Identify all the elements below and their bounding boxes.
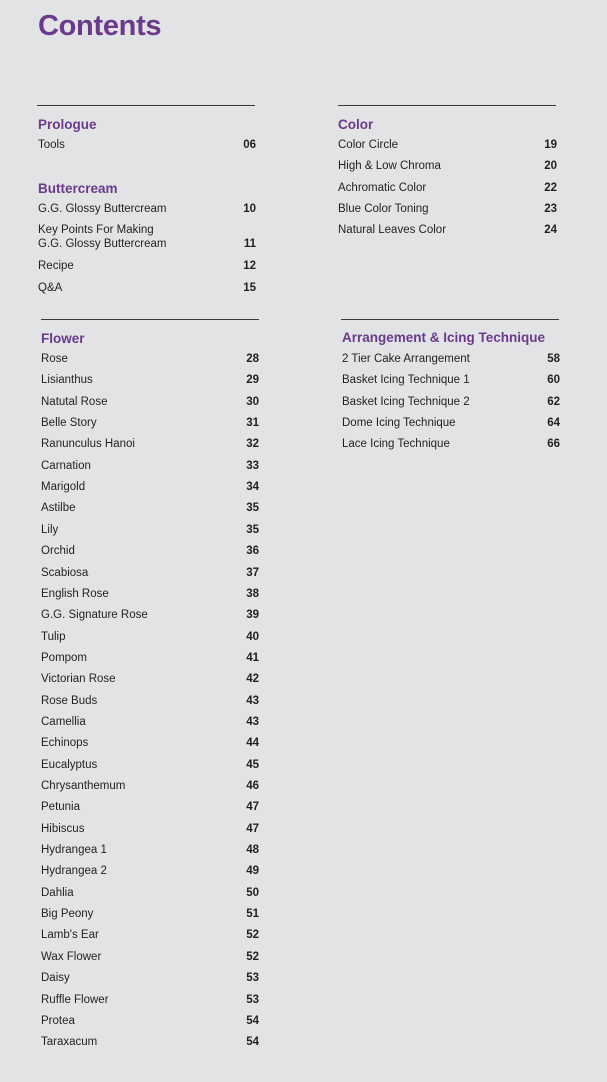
toc-entry-title: Echinops <box>41 737 89 750</box>
toc-entry-page-number: 35 <box>246 502 259 515</box>
toc-entry-page-number: 66 <box>547 438 560 451</box>
toc-entry-title: Natutal Rose <box>41 395 108 408</box>
toc-entry-title: 2 Tier Cake Arrangement <box>342 353 470 365</box>
toc-entry[interactable] <box>41 501 259 515</box>
toc-entry-title: Victorian Rose <box>41 673 116 686</box>
toc-entry[interactable] <box>41 843 259 857</box>
buttercream-heading: Buttercream <box>38 181 118 196</box>
toc-entry[interactable] <box>41 971 259 985</box>
toc-entry[interactable] <box>41 993 259 1007</box>
toc-entry-title: Marigold <box>41 481 86 494</box>
toc-entry-page-number: 34 <box>246 481 259 494</box>
toc-entry-title: Blue Color Toning <box>338 202 429 215</box>
toc-entry-page-number: 46 <box>246 780 259 792</box>
toc-entry[interactable] <box>41 1035 259 1049</box>
toc-entry-page-number: 15 <box>243 282 256 294</box>
toc-entry-page-number: 10 <box>243 203 256 215</box>
toc-entry[interactable] <box>41 1014 259 1028</box>
toc-entry[interactable] <box>41 566 259 580</box>
toc-entry-title: Tools <box>38 139 65 151</box>
toc-entry[interactable] <box>338 138 557 152</box>
toc-entry[interactable] <box>338 202 557 216</box>
toc-entry[interactable] <box>41 800 259 814</box>
toc-entry-page-number: 60 <box>547 374 560 387</box>
toc-entry[interactable] <box>41 822 259 836</box>
toc-entry[interactable] <box>41 459 259 473</box>
toc-entry-title: Chrysanthemum <box>41 780 126 792</box>
toc-entry-page-number: 51 <box>246 908 259 921</box>
toc-entry-page-number: 36 <box>246 545 259 558</box>
toc-entry-page-number: 44 <box>246 737 259 750</box>
toc-entry[interactable] <box>41 758 259 772</box>
toc-entry-title: Taraxacum <box>41 1036 98 1049</box>
toc-entry-title: Natural Leaves Color <box>338 224 447 237</box>
prologue-divider <box>37 105 255 106</box>
toc-entry-title: Lamb's Ear <box>41 929 99 942</box>
toc-entry[interactable] <box>41 416 259 430</box>
toc-entry[interactable] <box>41 587 259 601</box>
toc-entry[interactable] <box>41 352 259 366</box>
toc-entry-page-number: 06 <box>243 139 256 151</box>
toc-entry-title: Scabiosa <box>41 566 89 579</box>
toc-entry-page-number: 52 <box>246 929 259 942</box>
toc-entry[interactable] <box>41 544 259 558</box>
toc-entry-page-number: 47 <box>246 822 259 835</box>
toc-entry-page-number: 28 <box>246 353 259 365</box>
toc-entry-title: Lily <box>41 523 59 536</box>
toc-entry-title: Astilbe <box>41 502 76 515</box>
toc-entry-title: Wax Flower <box>41 950 102 963</box>
toc-entry-title: G.G. Glossy Buttercream <box>38 203 167 215</box>
toc-entry-page-number: 30 <box>246 395 259 408</box>
toc-entry[interactable] <box>342 352 560 366</box>
toc-entry-title: Tulip <box>41 630 66 643</box>
toc-entry-page-number: 53 <box>246 972 259 985</box>
toc-entry-page-number: 52 <box>246 950 259 963</box>
toc-entry[interactable] <box>41 523 259 537</box>
toc-entry-title: High & Low Chroma <box>338 160 441 173</box>
toc-entry[interactable] <box>41 715 259 729</box>
toc-entry-title: Rose <box>41 353 68 365</box>
toc-entry[interactable] <box>338 159 557 173</box>
toc-entry[interactable] <box>41 779 259 793</box>
flower-divider <box>41 319 259 320</box>
toc-entry-title: Rose Buds <box>41 694 98 707</box>
toc-entry[interactable] <box>338 223 557 237</box>
prologue-heading: Prologue <box>38 117 97 132</box>
toc-entry[interactable] <box>41 950 259 964</box>
toc-entry-title: Q&A <box>38 282 63 294</box>
toc-entry-page-number: 54 <box>246 1036 259 1049</box>
toc-entry-title: Key Points For Making G.G. Glossy Buttercream <box>38 224 167 250</box>
toc-entry-title: Achromatic Color <box>338 181 427 194</box>
toc-entry-title: Camellia <box>41 715 86 728</box>
color-divider <box>338 105 556 106</box>
toc-entry[interactable] <box>41 886 259 900</box>
toc-entry-page-number: 11 <box>243 238 256 250</box>
toc-entry-page-number: 20 <box>544 160 557 173</box>
toc-entry[interactable] <box>38 138 256 152</box>
toc-entry-page-number: 31 <box>246 417 259 430</box>
toc-entry-title: Color Circle <box>338 139 399 151</box>
toc-entry-page-number: 41 <box>246 651 259 664</box>
toc-entry[interactable] <box>38 223 256 251</box>
page-title: Contents <box>38 10 162 42</box>
toc-entry[interactable] <box>342 373 560 387</box>
toc-entry-page-number: 19 <box>544 139 557 151</box>
toc-entry-page-number: 50 <box>246 886 259 899</box>
toc-entry-title: Big Peony <box>41 908 94 921</box>
toc-entry[interactable] <box>38 259 256 273</box>
toc-entry-page-number: 32 <box>246 438 259 451</box>
toc-entry-title: Belle Story <box>41 417 97 430</box>
toc-entry-page-number: 49 <box>246 865 259 878</box>
toc-entry-page-number: 43 <box>246 715 259 728</box>
toc-entry-page-number: 58 <box>547 353 560 365</box>
arrangement-heading: Arrangement & Icing Technique <box>342 330 546 345</box>
toc-entry[interactable] <box>41 736 259 750</box>
toc-entry-page-number: 24 <box>544 224 557 237</box>
toc-entry[interactable] <box>41 630 259 644</box>
toc-entry[interactable] <box>41 395 259 409</box>
toc-entry-page-number: 53 <box>246 993 259 1006</box>
toc-entry-page-number: 35 <box>246 523 259 536</box>
toc-entry-page-number: 42 <box>246 673 259 686</box>
toc-entry[interactable] <box>41 373 259 387</box>
toc-entry-title: Carnation <box>41 459 91 472</box>
toc-entry-title: Basket Icing Technique 2 <box>342 395 470 408</box>
arrangement-divider <box>341 319 559 320</box>
toc-entry-title: Eucalyptus <box>41 758 98 771</box>
toc-entry-title: G.G. Signature Rose <box>41 609 148 622</box>
toc-entry-page-number: 43 <box>246 694 259 707</box>
toc-entry-title: English Rose <box>41 587 109 600</box>
toc-entry[interactable] <box>41 928 259 942</box>
toc-entry-title: Basket Icing Technique 1 <box>342 374 470 387</box>
toc-entry-page-number: 48 <box>246 844 259 857</box>
toc-entry-page-number: 38 <box>246 587 259 600</box>
toc-entry-title: Petunia <box>41 801 81 814</box>
toc-entry-page-number: 39 <box>246 609 259 622</box>
toc-entry-page-number: 47 <box>246 801 259 814</box>
toc-entry[interactable] <box>38 202 256 216</box>
toc-entry[interactable] <box>41 437 259 451</box>
toc-entry-title: Hydrangea 1 <box>41 844 107 857</box>
toc-entry-title: Lisianthus <box>41 374 93 387</box>
toc-entry[interactable] <box>342 395 560 409</box>
toc-entry-page-number: 23 <box>544 202 557 215</box>
toc-entry[interactable] <box>41 864 259 878</box>
toc-entry-page-number: 33 <box>246 459 259 472</box>
toc-entry[interactable] <box>342 437 560 451</box>
toc-entry-title: Ruffle Flower <box>41 993 109 1006</box>
toc-entry-title: Protea <box>41 1014 75 1027</box>
toc-entry-page-number: 45 <box>246 758 259 771</box>
toc-entry[interactable] <box>342 416 560 430</box>
toc-entry[interactable] <box>41 672 259 686</box>
toc-entry[interactable] <box>41 907 259 921</box>
toc-entry-page-number: 37 <box>246 566 259 579</box>
toc-entry-page-number: 40 <box>246 630 259 643</box>
toc-entry-title: Hydrangea 2 <box>41 865 107 878</box>
color-heading: Color <box>338 117 374 132</box>
toc-entry-page-number: 12 <box>243 260 256 272</box>
toc-entry-title: Lace Icing Technique <box>342 438 450 451</box>
toc-entry-page-number: 54 <box>246 1014 259 1027</box>
toc-entry-page-number: 22 <box>544 181 557 194</box>
toc-entry-title: Dahlia <box>41 886 74 899</box>
toc-entry-title: Ranunculus Hanoi <box>41 438 135 451</box>
toc-entry-title: Pompom <box>41 651 88 664</box>
toc-entry[interactable] <box>338 181 557 195</box>
toc-entry-title: Dome Icing Technique <box>342 417 456 430</box>
toc-entry-page-number: 29 <box>246 374 259 387</box>
toc-entry-title: Orchid <box>41 545 75 558</box>
toc-entry[interactable] <box>41 480 259 494</box>
toc-entry[interactable] <box>38 281 256 295</box>
toc-entry-page-number: 64 <box>547 417 560 430</box>
toc-entry-title: Hibiscus <box>41 822 85 835</box>
toc-entry-title: Recipe <box>38 260 74 272</box>
toc-entry[interactable] <box>41 694 259 708</box>
toc-entry-page-number: 62 <box>547 395 560 408</box>
toc-entry-title: Daisy <box>41 972 70 985</box>
flower-heading: Flower <box>41 331 85 346</box>
toc-entry[interactable] <box>41 608 259 622</box>
toc-entry[interactable] <box>41 651 259 665</box>
